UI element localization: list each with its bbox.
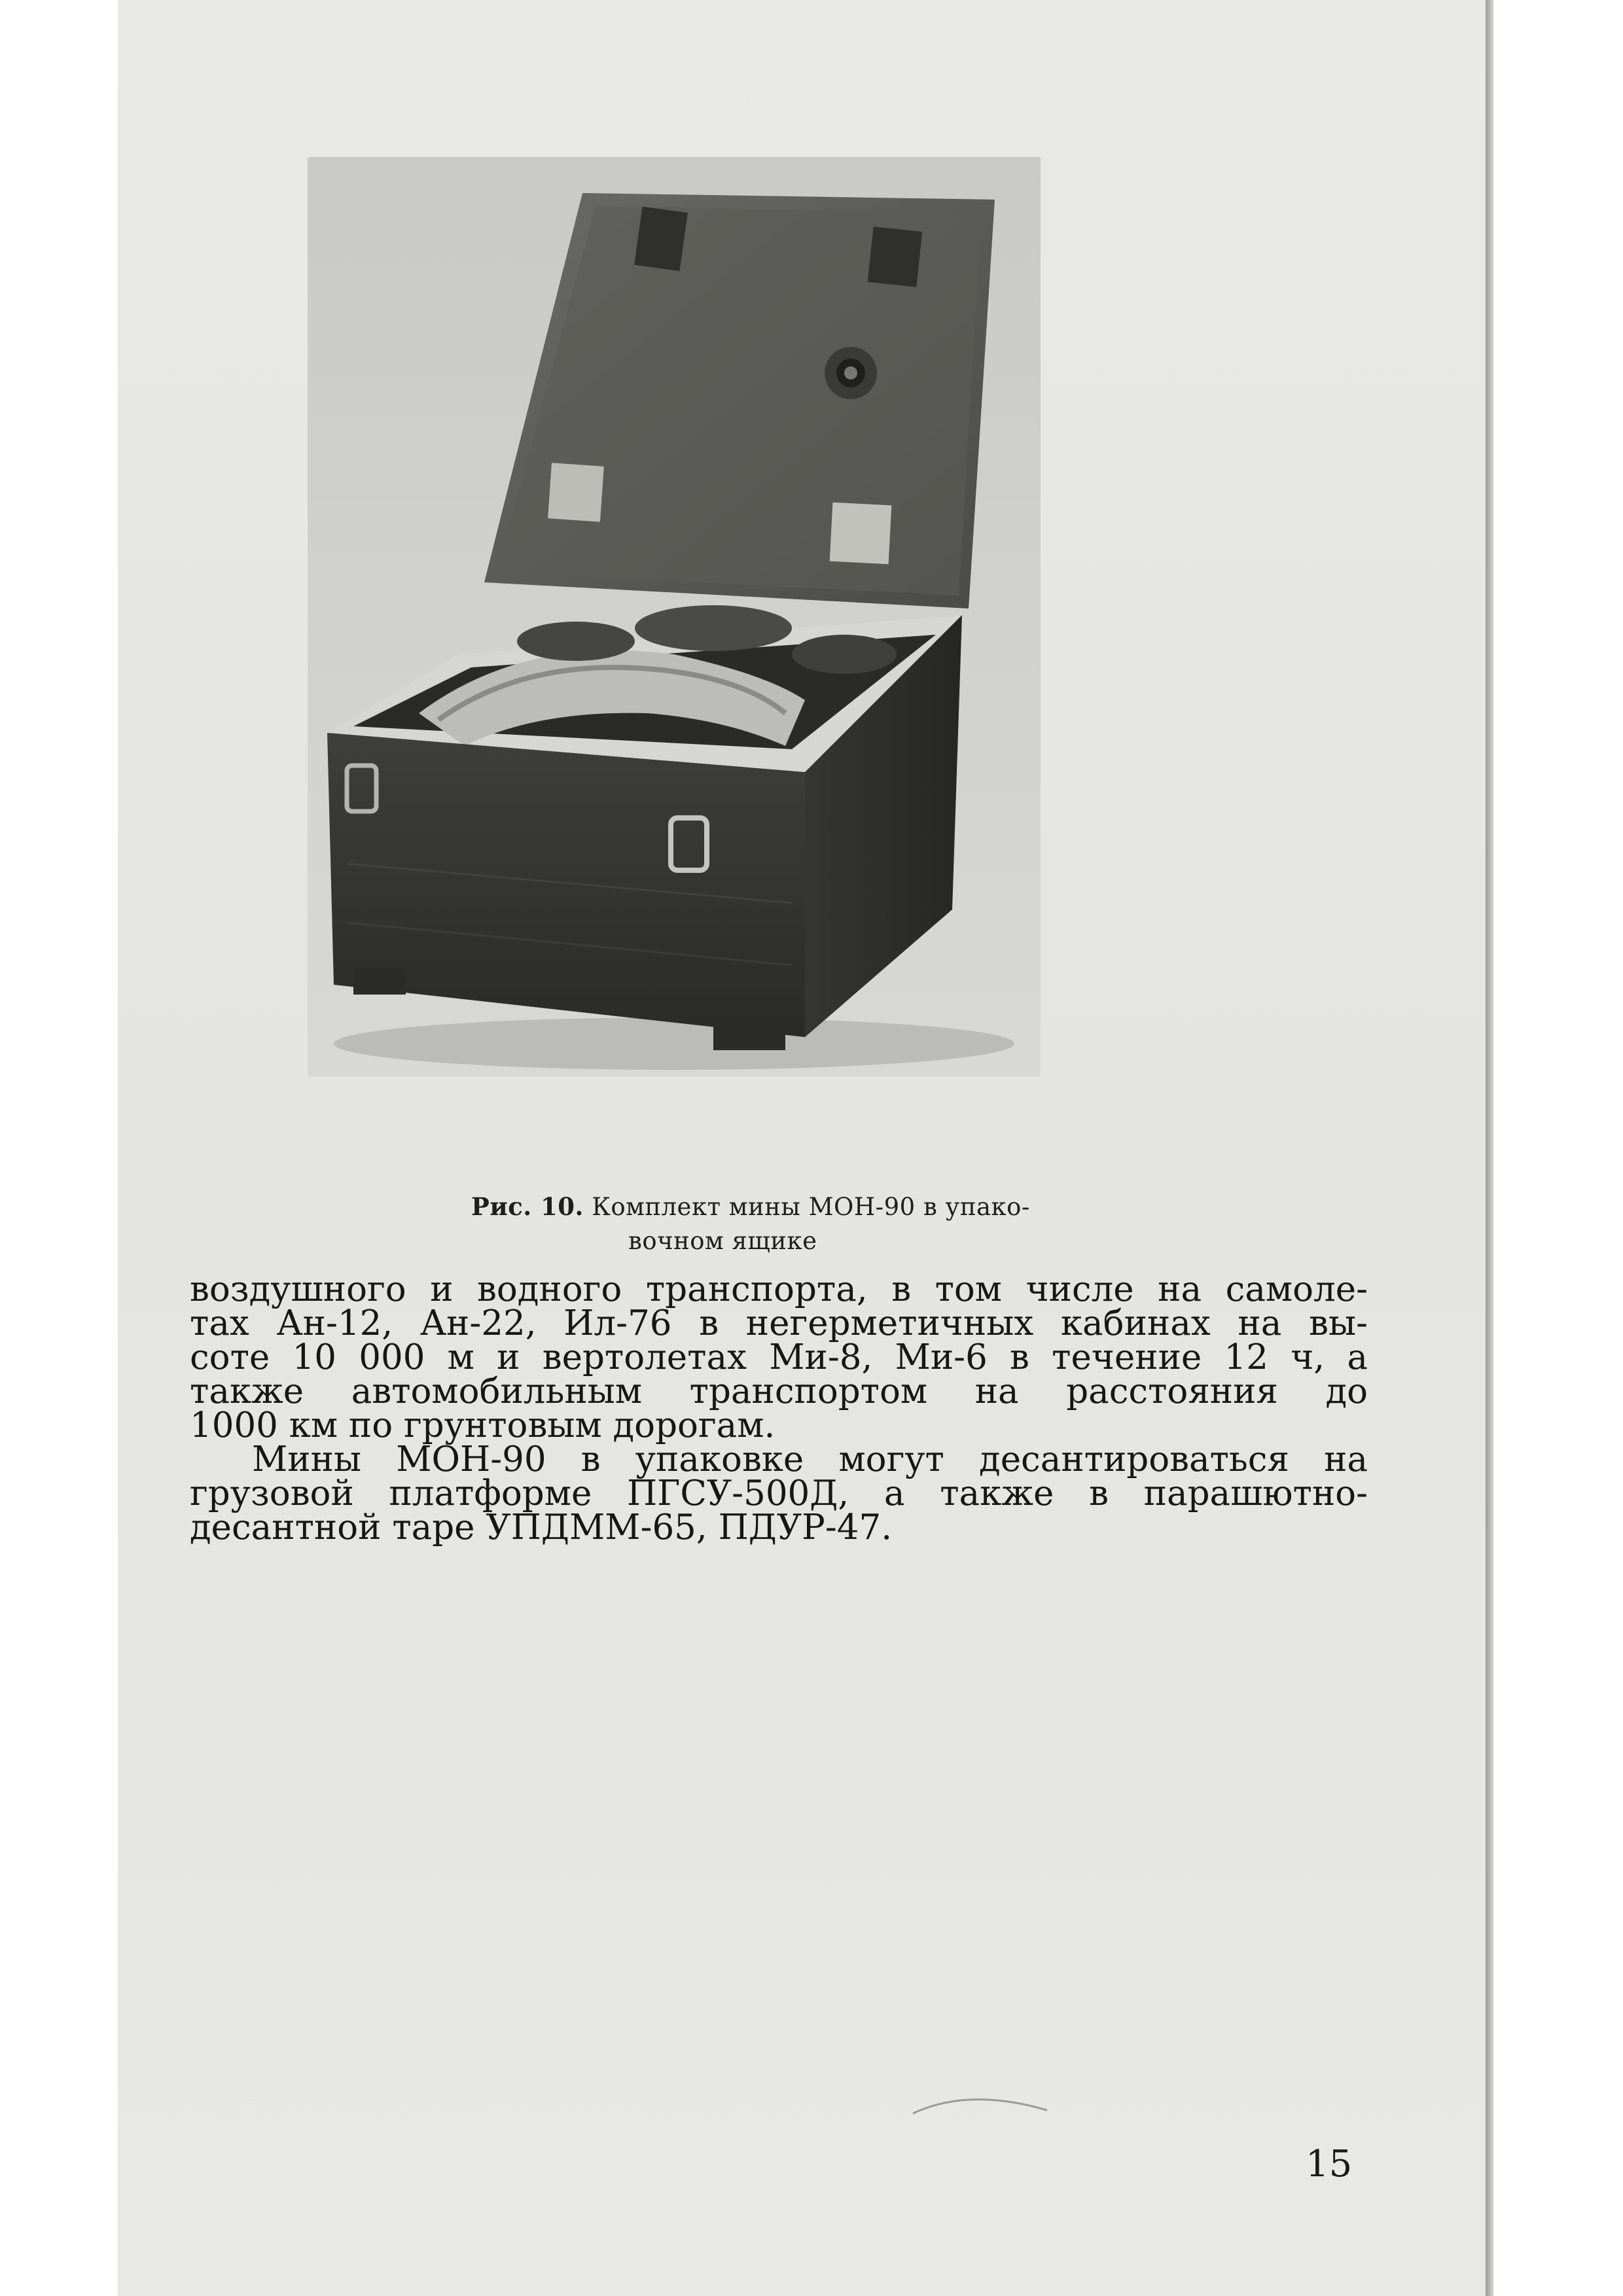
- body-line-5: 1000 км по грунтовым дорогам.: [190, 1405, 776, 1445]
- figure-photo: [308, 157, 1041, 1076]
- caption-text-line1: Комплект мины МОН-90 в упако-: [592, 1193, 1030, 1221]
- body-line-4: также автомобильным транспортом на расстояния до: [190, 1371, 1368, 1411]
- body-line-3: соте 10 000 м и вертолетах Ми-8, Ми-6 в течение 12 ч, а: [190, 1337, 1368, 1377]
- figure-caption: [471, 1190, 1257, 1258]
- mine-kit-box-illustration: [308, 157, 1041, 1076]
- caption-text-line2: вочном ящике: [628, 1227, 817, 1255]
- page-edge: [1486, 0, 1493, 2296]
- para2-line-3: десантной таре УПДММ-65, ПДУР-47.: [190, 1508, 893, 1547]
- body-text: [190, 1269, 1368, 1547]
- body-line-1: воздушного и водного транспорта, в том числе на самоле-: [190, 1269, 1368, 1309]
- body-line-2: тах Ан-12, Ан-22, Ил-76 в негерметичных кабинах на вы-: [190, 1303, 1368, 1343]
- page-number: 15: [1306, 2143, 1353, 2185]
- para2-line-2: грузовой платформе ПГСУ-500Д, а также в парашютно-: [190, 1474, 1368, 1513]
- figure-label: Рис. 10.: [471, 1192, 584, 1221]
- para2-line-1: Мины МОН-90 в упаковке могут десантироваться на: [252, 1439, 1368, 1479]
- paper-scratch-mark: [910, 2084, 1054, 2123]
